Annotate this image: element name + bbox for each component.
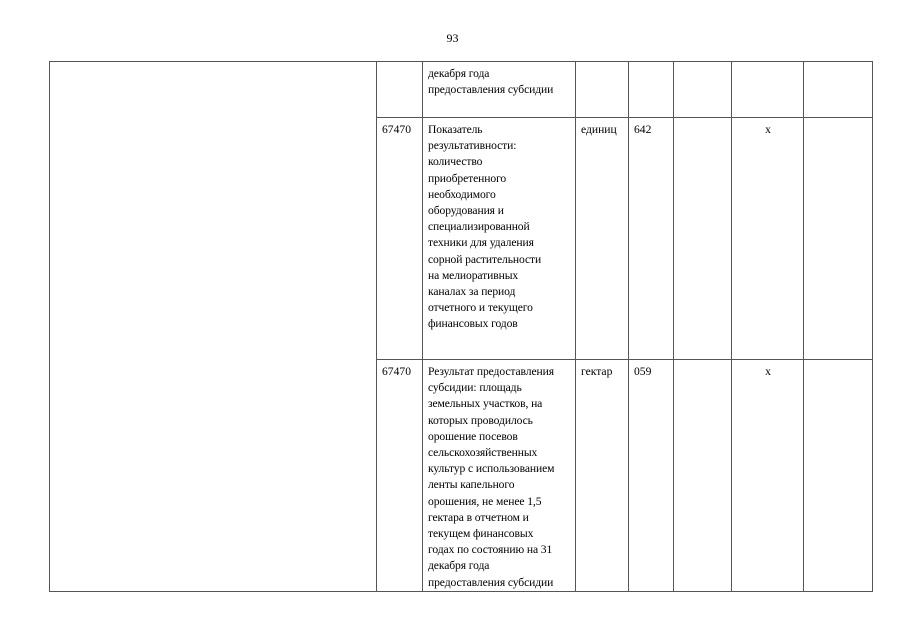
row-code-cell: 67470 (377, 118, 423, 360)
row-col9-cell (804, 118, 873, 360)
row-col7-cell (674, 62, 732, 118)
table-row (50, 62, 873, 118)
row-col7-cell (674, 118, 732, 360)
row-col8-cell: x (732, 118, 804, 360)
row-description-cell: Результат предоставления субсидии: площадь земельных участков, на которых проводилось орошение посевов сельскохозяйственных культур с использованием ленты капельного орошения, не менее 1,5 гектара в отчетном и текущем финансовых годах по состоянию на 31 декабря года предоставления субсидии (423, 360, 576, 592)
row-description-cell: Показатель результативности: количество приобретенного необходимого оборудования и специализированной техники для удаления сорной растительности на мелиоративных каналах за период отчетного и текущего финансовых годов (423, 118, 576, 360)
row-code-cell: 67470 (377, 360, 423, 592)
row-unit-cell: гектар (576, 360, 629, 592)
row-col9-cell (804, 62, 873, 118)
row-col7-cell (674, 360, 732, 592)
row-okei-cell: 642 (629, 118, 674, 360)
merged-left-cell (50, 62, 377, 592)
row-col8-cell (732, 62, 804, 118)
row-col8-cell: x (732, 360, 804, 592)
row-description-cell: декабря года предоставления субсидии (423, 62, 576, 118)
row-okei-cell: 059 (629, 360, 674, 592)
row-unit-cell: единиц (576, 118, 629, 360)
indicators-table (49, 61, 873, 592)
row-unit-cell (576, 62, 629, 118)
row-okei-cell (629, 62, 674, 118)
row-col9-cell (804, 360, 873, 592)
row-code-cell (377, 62, 423, 118)
page-number: 93 (446, 31, 459, 45)
